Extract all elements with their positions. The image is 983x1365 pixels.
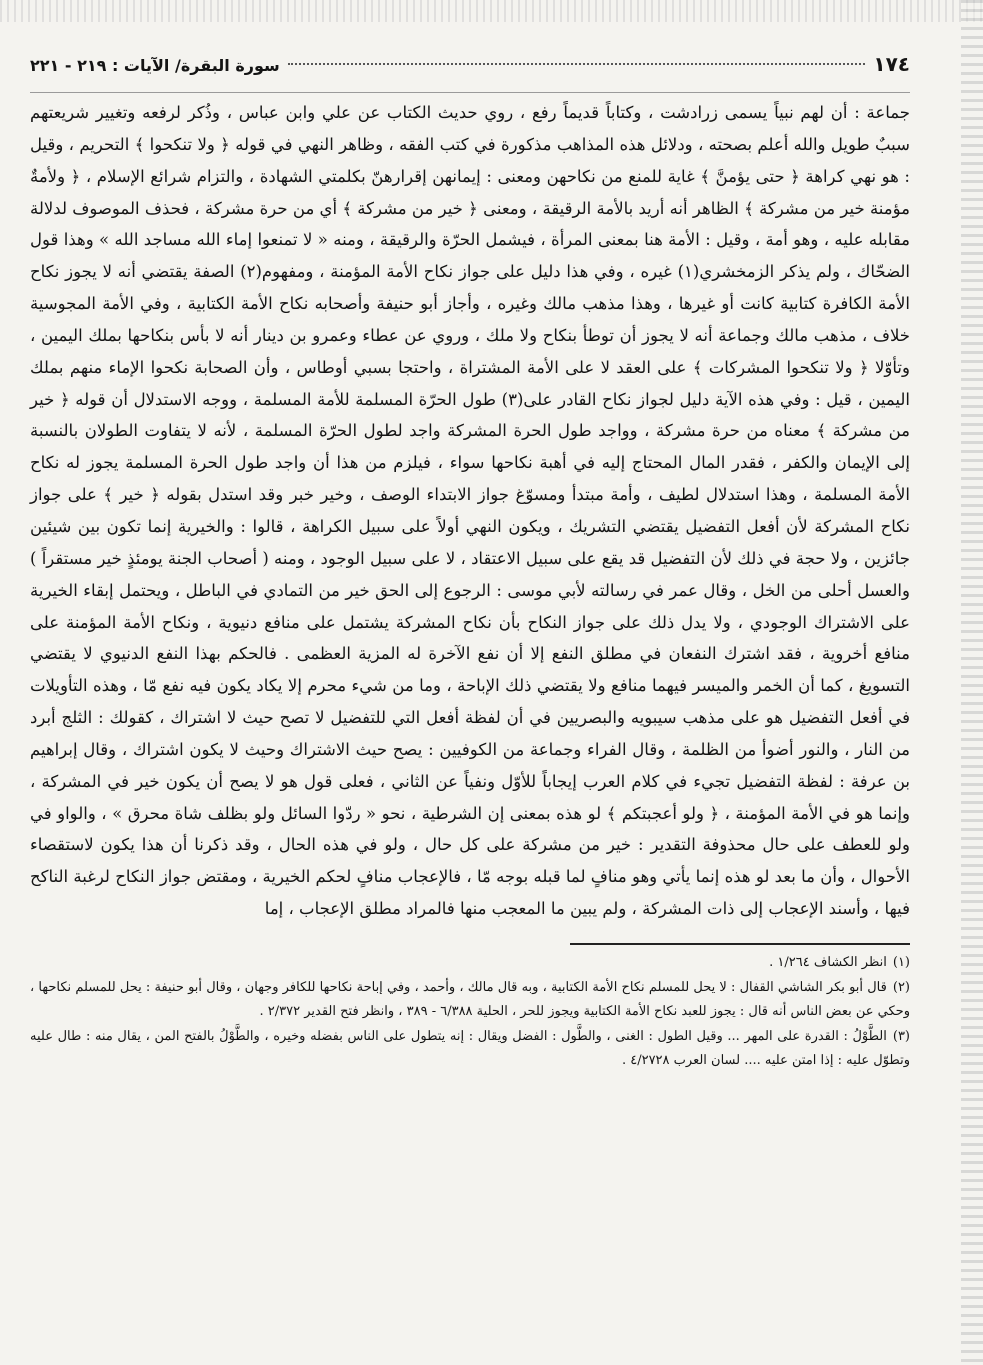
- footnote-number: (١): [892, 954, 910, 970]
- header-title: سورة البقرة/ الآيات : ٢١٩ - ٢٢١: [30, 56, 280, 75]
- footnote-text: قال أبو بكر الشاشي القفال : لا يحل للمسلم نكاح الأمة الكتابية ، وبه قال مالك ، وأحمد ، وفي إباحة نكاحها للكافر وجهان ، وقال أبو حنيفة : يحل للمسلم نكاحها ، وحكي عن بعض الناس أنه قال : يجوز للعبد نكاح الأمة الكتابية ويجوز للحر ، الحلية ٦/٣٨٨ - ٣٨٩ ، وانظر فتح القدير ٢/٣٧٢ .: [30, 980, 910, 1019]
- footnote-text: الطَّوْلُ : القدرة على المهر ... وقيل الطول : الغنى ، والطَّول : الفضل ويقال : إنه يتطول على الناس بفضله وخيره ، والطَّوْلُ بالفتح المن ، يقال منه : طال عليه وتطوّل عليه : إذا امتن عليه .... لسان العرب ٤/٢٧٢٨ .: [30, 1029, 910, 1068]
- footnote-text: انظر الكشاف ١/٢٦٤ .: [769, 954, 887, 970]
- scan-edge-top: [0, 0, 983, 22]
- footnote-3: [30, 1025, 910, 1072]
- footnote-2: [30, 976, 910, 1023]
- scan-edge-right: [961, 0, 983, 1365]
- footnote-separator: [570, 943, 910, 945]
- footnote-1: [30, 951, 910, 975]
- body-paragraph: جماعة : أن لهم نبياً يسمى زرادشت ، وكتاباً قديماً رفع ، روي حديث الكتاب عن علي وابن عباس ، وذُكر لرفعه وتغيير شريعتهم سببٌ طويل والله أعلم بصحته ، ودلائل هذه المذاهب مذكورة في كتب الفقه ، وظاهر النهي في قوله ﴿ ولا تنكحوا ﴾ التحريم ، وقيل : هو نهي كراهة ﴿ حتى يؤمنَّ ﴾ غاية للمنع من نكاحهن ومعنى : إيمانهن إقرارهنّ بكلمتي الشهادة ، والتزام شرائع الإسلام ، ﴿ ولأمةٌ مؤمنة خير من مشركة ﴾ الظاهر أنه أريد بالأمة الرقيقة ، ومعنى ﴿ خير من مشركة ﴾ أي من حرة مشركة ، فحذف الموصوف لدلالة مقابله عليه ، وهو أمة ، وقيل : الأمة هنا بمعنى المرأة ، فيشمل الحرّة والرقيقة ، ومنه « لا تمنعوا إماء الله مساجد الله » وهذا قول الضحّاك ، ولم يذكر الزمخشري(١) غيره ، وفي هذا دليل على جواز نكاح الأمة المؤمنة ، ومفهوم(٢) الصفة يقتضي أنه لا يجوز نكاح الأمة الكافرة كتابية كانت أو غيرها ، وهذا مذهب مالك وغيره ، وأجاز أبو حنيفة وأصحابه نكاح الأمة الكتابية ، وفي الأمة المجوسية خلاف ، مذهب مالك وجماعة أنه لا يجوز أن توطأ بنكاح ولا ملك ، وروي عن عطاء وعمرو بن دينار أنه لا بأس بنكاحها بملك اليمين ، وتأوّلا ﴿ ولا تنكحوا المشركات ﴾ على العقد لا على الأمة المشتراة ، واحتجا بسبي أوطاس ، وأن الصحابة نكحوا الإماء منهم بملك اليمين ، قيل : وفي هذه الآية دليل لجواز نكاح القادر على(٣) طول الحرّة المسلمة للأمة المسلمة ، ووجه الاستدلال أن قوله ﴿ خير من مشركة ﴾ معناه من حرة مشركة ، وواجد طول الحرة المشركة واجد لطول الحرّة المسلمة ، لأنه لا يتفاوت الطولان بالنسبة إلى الإيمان والكفر ، فقدر المال المحتاج إليه في أهبة نكاحها سواء ، فيلزم من هذا أن واجد طول الحرة المسلمة يجوز له نكاح الأمة المسلمة ، وهذا استدلال لطيف ، وأمة مبتدأ ومسوّغ جواز الابتداء الوصف ، وخير خبر وقد استدل بقوله ﴿ خير ﴾ على جواز نكاح المشركة لأن أفعل التفضيل يقتضي التشريك ، ويكون النهي أولاً على سبيل الكراهة ، قالوا : والخيرية إنما تكون بين شيئين جائزين ، ولا حجة في ذلك لأن التفضيل قد يقع على سبيل الاعتقاد ، لا على سبيل الوجود ، ومنه ( أصحاب الجنة يومئذٍ خير مستقراً ) والعسل أحلى من الخل ، وقال عمر في رسالته لأبي موسى : الرجوع إلى الحق خير من التمادي في الباطل ، ويحتمل إبقاء الخيرية على الاشتراك الوجودي ، ولا يدل ذلك على جواز النكاح بأن نكاح المشركة يشتمل على منافع دنيوية ، ونكاح الأمة المؤمنة على منافع أخروية ، فقد اشترك النفعان في مطلق النفع إلا أن نفع الآخرة له المزية العظمى . فالحكم بهذا النفع الدنيوي لا يقتضي التسويغ ، كما أن الخمر والميسر فيهما منافع ولا يقتضي ذلك الإباحة ، وما من شيء محرم إلا يكاد يكون فيه نفع مّا ، وهذه التأويلات في أفعل التفضيل هو على مذهب سيبويه والبصريين في أن لفظة أفعل التي للتفضيل لا تصح حيث لا اشتراك ، كقولك : الثلج أبرد من النار ، والنور أضوأ من الظلمة ، وقال الفراء وجماعة من الكوفيين : يصح حيث الاشتراك وحيث لا يكون اشتراك ، وقال إبراهيم بن عرفة : لفظة التفضيل تجيء في كلام العرب إيجاباً للأوّل ونفياً عن الثاني ، فعلى قول هو لا يصح أن يكون خير في المشركة ، وإنما هو في الأمة المؤمنة ، ﴿ ولو أعجبتكم ﴾ لو هذه بمعنى إن الشرطية ، نحو « ردّوا السائل ولو بظلف شاة محرق » ، والواو في ولو للعطف على حال محذوفة التقدير : خير من مشركة على كل حال ، ولو في هذه الحال ، وقد ذكرنا أن هذا يكون لاستقصاء الأحوال ، وأن ما بعد لو هذه إنما يأتي وهو منافٍ لما قبله بوجه مّا ، فالإعجاب منافٍ لحكم الخيرية ، ومقتض جواز النكاح لرغبة الناكح فيها ، وأسند الإعجاب إلى ذات المشركة ، ولم يبين ما المعجب منها فالمراد مطلق الإعجاب ، إما: [30, 103, 910, 919]
- main-text: [30, 97, 910, 925]
- footnote-number: (٢): [892, 980, 910, 996]
- header-dot-leader: [288, 63, 866, 65]
- footnote-number: (٣): [892, 1029, 910, 1045]
- running-header: [30, 52, 910, 93]
- footnotes: [30, 951, 910, 1073]
- page-number: ١٧٤: [873, 52, 910, 76]
- book-page: [30, 52, 910, 1074]
